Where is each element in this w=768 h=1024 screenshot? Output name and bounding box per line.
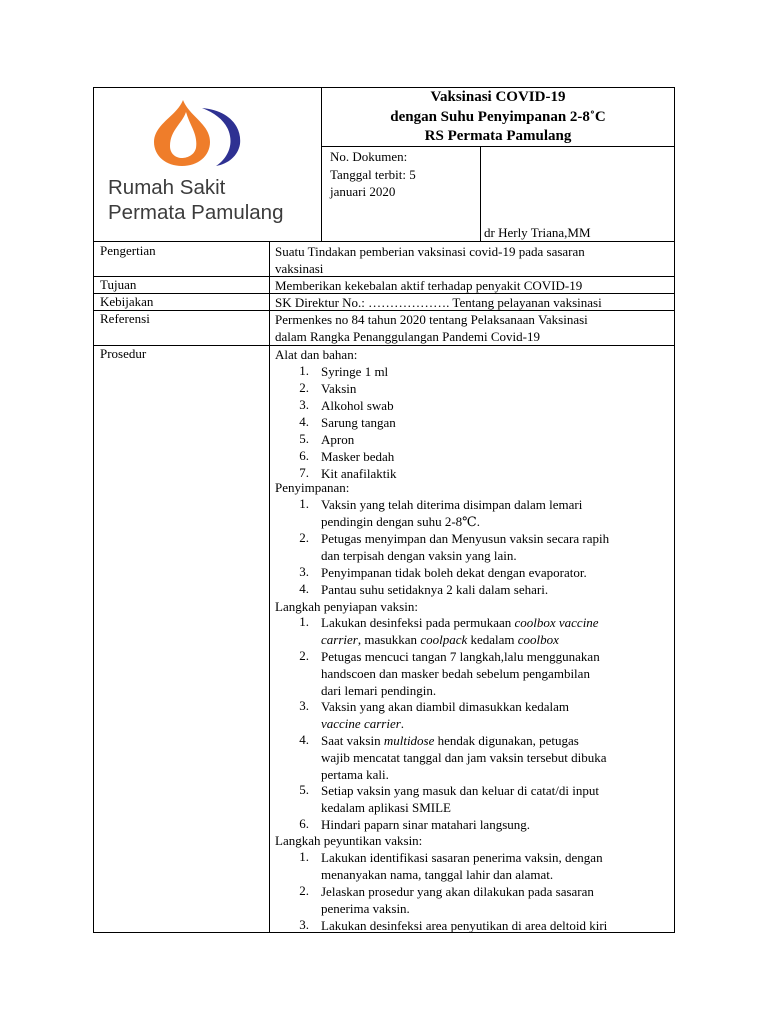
list-number: 3.	[299, 397, 309, 412]
row-label-pengertian: Pengertian	[100, 243, 156, 258]
list-number: 2.	[299, 530, 309, 545]
item-line: dan terpisah dengan vaksin yang lain.	[321, 548, 517, 563]
item-line: pendingin dengan suhu 2-8℃.	[321, 514, 480, 529]
referensi-line-1: Permenkes no 84 tahun 2020 tentang Pelaksanaan Vaksinasi	[275, 312, 588, 327]
item-line: Kit anafilaktik	[321, 466, 397, 481]
docinfo-vertical-divider	[480, 146, 481, 241]
row-label-prosedur: Prosedur	[100, 346, 147, 361]
italic-term: multidose	[383, 733, 435, 748]
item-line: pertama kali.	[321, 767, 389, 782]
item-line: Syringe 1 ml	[321, 364, 389, 379]
item-line: Jelaskan prosedur yang akan dilakukan pada sasaran	[321, 884, 594, 899]
item-line: Vaksin yang akan diambil dimasukkan kedalam	[321, 699, 570, 714]
row-label-tujuan: Tujuan	[100, 277, 137, 292]
penyuntikan-item-1	[321, 849, 603, 883]
penyuntikan-item-2	[321, 883, 594, 917]
list-number: 3.	[299, 564, 309, 579]
item-line: Petugas menyimpan dan Menyusun vaksin secara rapih	[321, 531, 610, 546]
item-line: Lakukan identifikasi sasaran penerima vaksin, dengan	[321, 850, 603, 865]
persiapan-item-6: Hindari paparn sinar matahari langsung.	[321, 817, 531, 832]
penyimpanan-item-4	[321, 581, 548, 598]
italic-term: coolpack	[420, 632, 468, 647]
list-number: 6.	[299, 448, 309, 463]
list-number: 2.	[299, 380, 309, 395]
row-content-referensi	[275, 311, 588, 345]
penyimpanan-item-2	[321, 530, 609, 564]
list-number: 1.	[299, 363, 309, 378]
alat-item-5	[321, 431, 354, 448]
item-line: handscoen dan masker bedah sebelum pengambilan	[321, 666, 590, 681]
alat-heading: Alat dan bahan:	[275, 347, 358, 362]
persiapan-item-4	[321, 732, 607, 783]
persiapan-item-5	[321, 782, 599, 816]
referensi-line-2: dalam Rangka Penanggulangan Pandemi Covid-19	[275, 329, 541, 344]
text-span: , masukkan	[357, 632, 421, 647]
penyimpanan-item-3	[321, 564, 587, 581]
doc-number-label: No. Dokumen:	[330, 149, 408, 164]
item-line: Alkohol swab	[321, 398, 394, 413]
list-number: 3.	[299, 698, 309, 713]
alat-item-6	[321, 448, 394, 465]
item-line: Setiap vaksin yang masuk dan keluar di catat/di input	[321, 783, 599, 798]
item-line: kedalam aplikasi SMILE	[321, 800, 451, 815]
italic-term: vaccine carrier	[321, 716, 401, 731]
list-number: 5.	[299, 431, 309, 446]
issue-date-line-1: Tanggal terbit: 5	[330, 166, 416, 182]
document-info	[330, 148, 416, 201]
list-number: 4.	[299, 581, 309, 596]
row-content-pengertian	[275, 243, 585, 277]
penyimpanan-heading: Penyimpanan:	[275, 480, 350, 495]
alat-item-2	[321, 380, 356, 397]
list-number: 2.	[299, 648, 309, 663]
penyuntikan-heading: Langkah peyuntikan vaksin:	[275, 833, 423, 848]
document-title	[322, 88, 674, 147]
list-number: 4.	[299, 414, 309, 429]
title-line-2: dengan Suhu Penyimpanan 2-8˚C	[390, 108, 606, 125]
logo-text-line-2: Permata Pamulang	[108, 201, 284, 224]
item-line: dari lemari pendingin.	[321, 683, 437, 698]
item-line: Penyimpanan tidak boleh dekat dengan evaporator.	[321, 565, 587, 580]
penyimpanan-item-1	[321, 496, 582, 530]
flame-logo-icon	[146, 96, 271, 168]
persiapan-item-1	[321, 614, 599, 648]
item-line: Masker bedah	[321, 449, 395, 464]
item-line: Pantau suhu setidaknya 2 kali dalam sehari.	[321, 582, 549, 597]
pengertian-line-1: Suatu Tindakan pemberian vaksinasi covid-19 pada sasaran	[275, 244, 585, 259]
list-number: 1.	[299, 496, 309, 511]
signer-name: dr Herly Triana,MM	[484, 225, 591, 240]
list-number: 2.	[299, 883, 309, 898]
list-number: 1.	[299, 849, 309, 864]
text-span: .	[400, 716, 405, 731]
persiapan-item-2	[321, 648, 600, 699]
item-line: Vaksin yang telah diterima disimpan dalam lemari	[321, 497, 583, 512]
item-line: wajib mencatat tanggal dan jam vaksin tersebut dibuka	[321, 750, 607, 765]
title-line-3: RS Permata Pamulang	[424, 128, 572, 144]
list-number: 4.	[299, 732, 309, 747]
list-number: 1.	[299, 614, 309, 629]
row-divider-prosedur	[93, 345, 675, 346]
italic-term: coolbox vaccine	[514, 615, 599, 630]
pengertian-line-2: vaksinasi	[275, 261, 324, 276]
title-line-1: Vaksinasi COVID-19	[430, 89, 566, 105]
item-line: Sarung tangan	[321, 415, 396, 430]
item-line: penerima vaksin.	[321, 901, 410, 916]
row-label-kebijakan: Kebijakan	[100, 294, 154, 309]
italic-term: carrier	[321, 632, 358, 647]
alat-item-4	[321, 414, 396, 431]
text-span: kedalam	[467, 632, 518, 647]
alat-item-3	[321, 397, 394, 414]
text-span: hendak digunakan, petugas	[434, 733, 579, 748]
persiapan-item-3	[321, 698, 569, 732]
header-bottom-divider	[93, 241, 675, 242]
text-span: Saat vaksin	[321, 733, 384, 748]
logo-text-line-1: Rumah Sakit	[108, 176, 226, 199]
item-line: menanyakan nama, tanggal lahir dan alamat.	[321, 867, 554, 882]
list-number: 3.	[299, 917, 309, 932]
item-line: Petugas mencuci tangan 7 langkah,lalu menggunakan	[321, 649, 600, 664]
hospital-logo	[96, 90, 320, 240]
list-number: 5.	[299, 782, 309, 797]
text-span: Lakukan desinfeksi pada permukaan	[321, 615, 515, 630]
issue-date-line-2: januari 2020	[330, 184, 396, 199]
italic-term: coolbox	[517, 632, 559, 647]
list-number: 7.	[299, 465, 309, 480]
row-content-tujuan: Memberikan kekebalan aktif terhadap penyakit COVID-19	[275, 278, 583, 293]
item-line: Apron	[321, 432, 355, 447]
list-number: 6.	[299, 816, 309, 831]
persiapan-heading: Langkah penyiapan vaksin:	[275, 599, 418, 614]
row-content-kebijakan: SK Direktur No.: ………………. Tentang pelayanan vaksinasi	[275, 295, 602, 310]
row-label-referensi: Referensi	[100, 311, 150, 326]
item-line: Lakukan desinfeksi area penyutikan di area deltoid kiri	[321, 918, 608, 933]
alat-item-1	[321, 363, 388, 380]
penyuntikan-item-3	[321, 917, 607, 934]
item-line: Vaksin	[321, 381, 357, 396]
